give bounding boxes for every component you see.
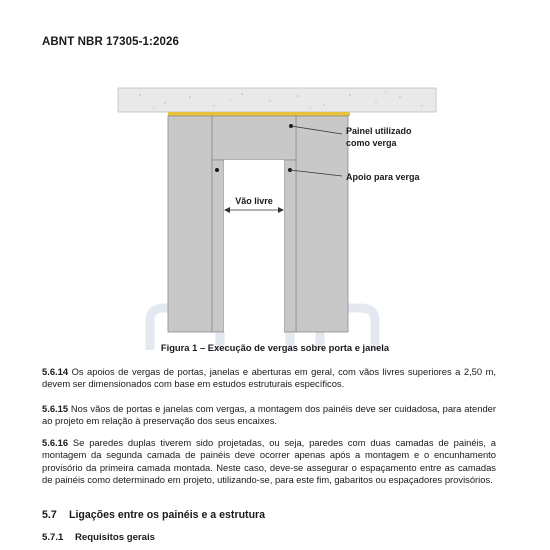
panel-label-line-1: Painel utilizado: [346, 126, 412, 136]
paragraph-text: Nos vãos de portas e janelas com vergas, a montagem dos painéis deve ser cuidadosa, para atender ao projeto em relação à preservação dos seus encaixes.: [42, 403, 496, 427]
figure-caption: Figura 1 – Execução de vergas sobre porta e janela: [160, 342, 390, 353]
subsection-heading: [42, 532, 155, 543]
paragraph-5-6-15: [42, 403, 496, 428]
subsection-title: Requisitos gerais: [75, 532, 155, 543]
lintel-figure: [110, 86, 440, 338]
left-support-dot: [215, 168, 219, 172]
panel-label-line-2: como verga: [346, 138, 397, 148]
free-span-opening: [224, 160, 284, 332]
left-wall-panel: [168, 116, 212, 332]
section-heading: [42, 509, 265, 521]
left-support: [212, 160, 224, 332]
section-number: 5.7: [42, 509, 57, 521]
paragraph-text: Os apoios de vergas de portas, janelas e aberturas em geral, com vãos livres superiores a 2,50 m, devem ser dimensionados com base em estudos estruturais específicos.: [42, 366, 496, 390]
lintel-diagram: [110, 86, 440, 338]
free-span-label: Vão livre: [235, 196, 273, 206]
section-title: Ligações entre os painéis e a estrutura: [69, 509, 266, 521]
paragraph-5-6-14: [42, 366, 496, 391]
paragraph-text: Se paredes duplas tiverem sido projetadas, ou seja, paredes com duas camadas de painéis, a montagem da segunda camada de painéis deve ocorrer apenas após a montagem e o encunhamento provisório da primeira camada montada. Neste caso, deve-se assegurar o espaçamento entre as camadas de painéis como determinado em projeto, utilizando-se, para este fim, gabaritos ou espaçadores provisórios.: [42, 437, 497, 486]
paragraph-number: 5.6.15: [42, 403, 69, 414]
paragraph-5-6-16: [42, 437, 496, 487]
right-support: [284, 160, 296, 332]
standard-code: ABNT NBR 17305-1:2026: [42, 36, 179, 48]
concrete-slab: [118, 88, 436, 112]
lintel-panel: [212, 116, 296, 160]
right-wall-panel: [296, 116, 348, 332]
top-strip: [168, 112, 350, 116]
paragraph-number: 5.6.14: [42, 366, 69, 377]
support-label: Apoio para verga: [346, 172, 420, 182]
subsection-number: 5.7.1: [42, 532, 64, 543]
paragraph-number: 5.6.16: [42, 437, 69, 448]
